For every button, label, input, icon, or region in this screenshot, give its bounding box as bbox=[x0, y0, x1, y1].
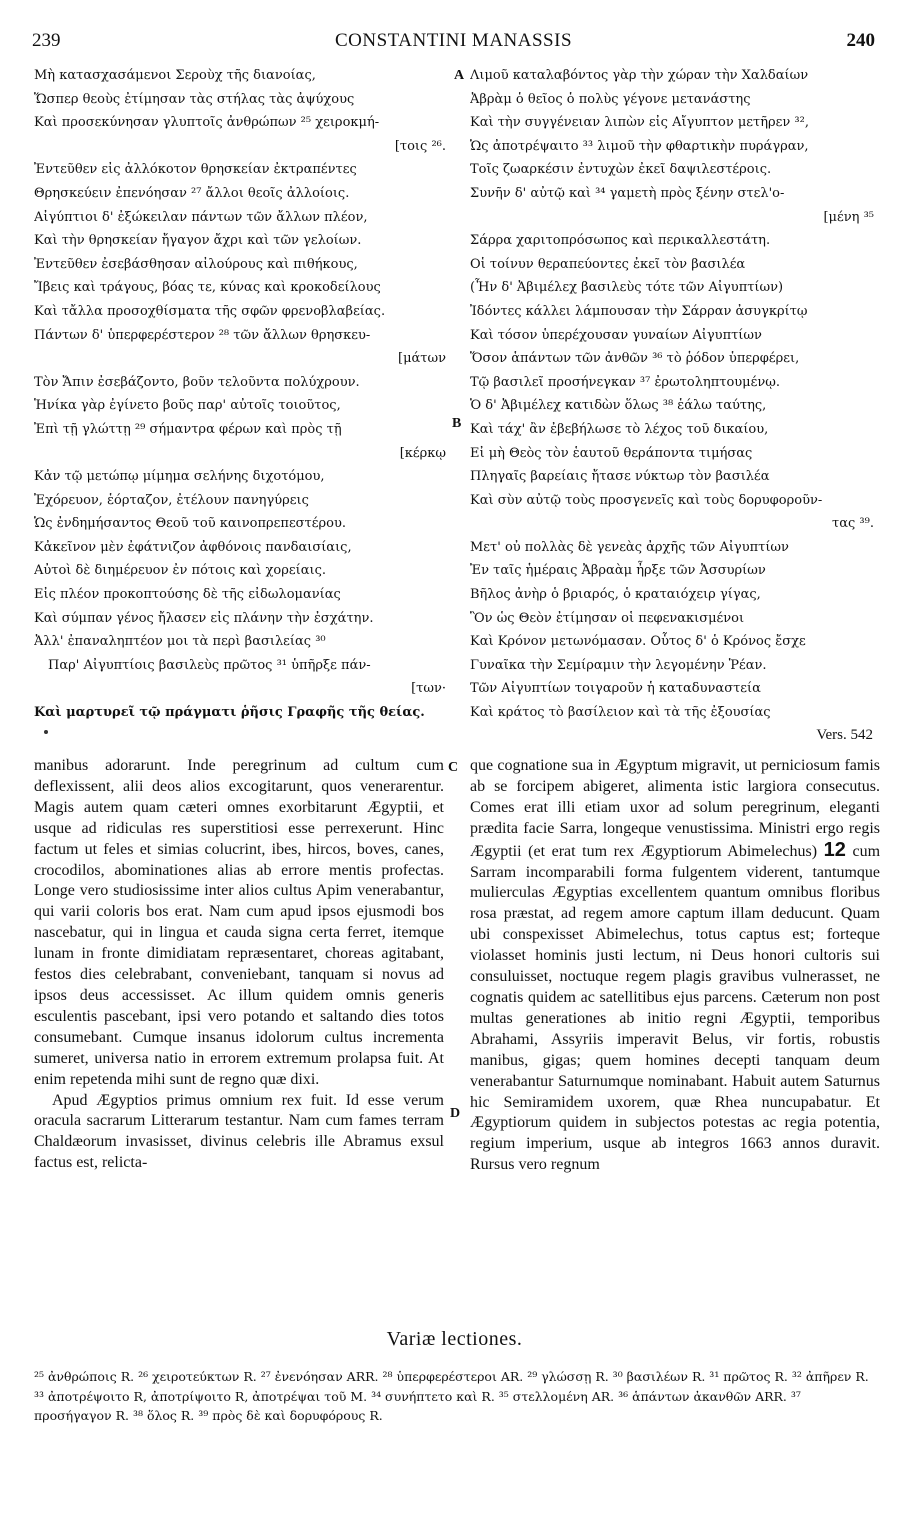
greek-verse-line: Πάντων δ' ὑπερφερέστερον ²⁸ τῶν ἄλλων θρησκευ- bbox=[34, 327, 371, 343]
greek-verse-line: Τοῖς ζωαρκέσιν ἐντυχὼν ἐκεῖ δαψιλεστέροις. bbox=[470, 162, 772, 178]
greek-verse-column-right bbox=[470, 64, 880, 725]
greek-verse-line: Ὅσον ἁπάντων τῶν ἀνθῶν ³⁶ τὸ ῥόδον ὑπερφέρει, bbox=[470, 351, 800, 367]
page-number-right: 240 bbox=[846, 30, 875, 51]
greek-verse-line: Καὶ Κρόνον μετωνόμασαν. Οὗτος δ' ὁ Κρόνος ἔσχε bbox=[470, 634, 806, 650]
latin-paragraph bbox=[470, 756, 880, 1176]
greek-verse-line: Ὡς ἀποτρέψαιτο ³³ λιμοῦ τὴν φθαρτικὴν πυράγραν, bbox=[470, 138, 809, 154]
greek-verse-line: Γυναῖκα τὴν Σεμίραμιν τὴν λεγομένην Ῥέαν. bbox=[470, 657, 767, 673]
greek-verse-line: Καὶ τάχ' ἂν ἐβεβήλωσε τὸ λέχος τοῦ δικαίου, bbox=[470, 421, 769, 437]
latin-paragraph: Apud Ægyptios primus omnium rex fuit. Id esse verum oracula sacrarum Litterarum testantur. Nam cum fames terram Chaldæorum invasisset, divinus celebris ille Abramus exsul factus est, relicta- bbox=[34, 1091, 444, 1172]
greek-verse-line: Ὥσπερ θεοὺς ἐτίμησαν τὰς στήλας τὰς ἀψύχους bbox=[34, 91, 355, 107]
latin-translation-column-right bbox=[470, 756, 880, 1176]
greek-verse-line: Σάρρα χαριτοπρόσωπος καὶ περικαλλεστάτη. bbox=[470, 233, 771, 249]
greek-verse-line: Ὁ δ' Ἀβιμέλεχ κατιδὼν ὅλως ³⁸ ἑάλω ταύτης, bbox=[470, 398, 767, 414]
greek-verse-line: Οἱ τοίνυν θεραπεύοντες ἐκεῖ τὸν βασιλέα bbox=[470, 256, 746, 272]
greek-verse-line: Τὸν Ἄπιν ἐσεβάζοντο, βοῦν τελοῦντα πολύχρουν. bbox=[34, 374, 360, 390]
variae-lectiones-notes: ²⁵ ἀνθρώποις R. ²⁶ χειροτεύκτων R. ²⁷ ἐνενόησαν ARR. ²⁸ ὑπερφερέστεροι AR. ²⁹ γλώσσῃ R. ³⁰ βασιλέων R. ³¹ πρῶτος R. ³² ἀπῆρεν R. ³³ ἀποτρέψοιτο R, ἀποτρίψοιτο R, ἀποτρέψαι τοῦ M. ³⁴ συνήπτετο καὶ R. ³⁵ στελλομένη AR. ³⁶ ἁπάντων ἀκανθῶν ARR. ³⁷ προσήγαγον R. ³⁸ ὅλος R. ³⁹ πρὸς δὲ καὶ δορυφόρους R. bbox=[34, 1369, 869, 1423]
greek-verse-line: Αὐτοὶ δὲ διημέρευον ἐν πότοις καὶ χορείαις. bbox=[34, 563, 327, 579]
verse-marker: Vers. 542 bbox=[816, 727, 873, 743]
greek-verse-line: Ἀλλ' ἐπαναληπτέον μοι τὰ περὶ βασιλείας ³⁰ bbox=[34, 634, 326, 650]
margin-letter-a: A bbox=[454, 68, 465, 83]
greek-verse-line: Κἀκεῖνον μὲν ἐφάτνιζον ἀφθόνοις πανδαισίαις, bbox=[34, 539, 352, 555]
greek-verse-continuation: [κέρκῳ bbox=[399, 445, 446, 461]
greek-verse-line: Αἰγύπτιοι δ' ἐξώκειλαν πάντων τῶν ἄλλων πλέον, bbox=[34, 209, 368, 225]
bullet-mark bbox=[44, 730, 48, 734]
greek-verse-line: Καὶ σὺν αὐτῷ τοὺς προσγενεῖς καὶ τοὺς δορυφοροῦν- bbox=[470, 492, 823, 508]
column-number: 12 bbox=[823, 838, 846, 861]
greek-verse-line: Βῆλος ἀνὴρ ὁ βριαρός, ὁ κραταιόχειρ γίγας, bbox=[470, 587, 761, 603]
page-number-left: 239 bbox=[32, 30, 61, 51]
greek-verse-continuation: [μένη ³⁵ bbox=[823, 209, 874, 225]
greek-verse-line: Καὶ προσεκύνησαν γλυπτοῖς ἀνθρώπων ²⁵ χειροκμή- bbox=[34, 115, 380, 131]
greek-verse-line: Μὴ κατασχασάμενοι Σεροὺχ τῆς διανοίας, bbox=[34, 68, 316, 83]
greek-verse-line: Ἀβρὰμ ὁ θεῖος ὁ πολὺς γέγονε μετανάστης bbox=[470, 91, 751, 107]
latin-text: cum Sarram incomparabili forma fulgentem viderent, tantumque mulierculas Ægyptias excellentem quantum omnibus floribus rosa præstat, ad regem amore captum illam deducunt. Quam ubi conspexisset Abimelechus, totus captus est; forteque violasset hominis justi lectum, ni Deus honori cultoris sui consuluisset, noctuque regem plagis gravibus vulnerasset, ne cognatis quidem ac satellitibus ejus parcens. Cæterum non post multas generationes ab initio regni Ægyptii, temporibus Abrahami, Assyriis imperavit Belus, vir fortis, robustis manibus, gigas; quem homines decepti tanquam deum venerabantur Saturnumque nominabant. Habuit autem Saturnus hic Semiramidem uxorem, quæ Rhea nuncupabatur. Et Ægyptiorum quidem in subjectos potestas ac regia potentia, regium imperium, usque ab integros 1663 annos duravit. Rursus vero regnum bbox=[470, 842, 881, 1174]
greek-verse-line: Τῷ βασιλεῖ προσήνεγκαν ³⁷ ἐρωτοληπτουμένῳ. bbox=[470, 374, 781, 390]
greek-verse-continuation: [μάτων bbox=[398, 351, 446, 367]
greek-verse-line: Ὡς ἐνδημήσαντος Θεοῦ τοῦ καινοπρεπεστέρου. bbox=[34, 516, 346, 532]
greek-verse-line: Μετ' οὐ πολλὰς δὲ γενεὰς ἀρχῆς τῶν Αἰγυπτίων bbox=[470, 539, 789, 555]
margin-letter-b: B bbox=[452, 416, 462, 431]
greek-verse-line: Καὶ τὴν θρησκείαν ἤγαγον ἄχρι καὶ τῶν γελοίων. bbox=[34, 233, 362, 249]
greek-verse-line: Ἐχόρευον, ἑόρταζον, ἐτέλουν πανηγύρεις bbox=[34, 492, 309, 508]
greek-verse-continuation: [τοις ²⁶. bbox=[394, 138, 446, 154]
greek-verse-line: Λιμοῦ καταλαβόντος γὰρ τὴν χώραν τὴν Χαλδαίων bbox=[470, 68, 809, 83]
greek-verse-line: Καὶ τὴν συγγένειαν λιπὼν εἰς Αἴγυπτον μετῆρεν ³², bbox=[470, 115, 809, 131]
greek-verse-line: Ἰδόντες κάλλει λάμπουσαν τὴν Σάρραν ἀσυγκρίτῳ bbox=[470, 303, 808, 319]
greek-verse-line: Καὶ κράτος τὸ βασίλειον καὶ τὰ τῆς ἐξουσίας bbox=[470, 705, 771, 721]
greek-verse-line: Καὶ τόσον ὑπερέχουσαν γυναίων Αἰγυπτίων bbox=[470, 327, 762, 343]
greek-verse-column-left bbox=[34, 64, 452, 725]
greek-verse-line: Ἐν ταῖς ἡμέραις Ἀβραὰμ ἦρξε τῶν Ἀσσυρίων bbox=[470, 563, 766, 579]
greek-verse-line: Ἐντεῦθεν εἰς ἀλλόκοτον θρησκείαν ἐκτραπέντες bbox=[34, 162, 357, 178]
greek-verse-line: Καὶ σύμπαν γένος ἤλασεν εἰς πλάνην τὴν ἐσχάτην. bbox=[34, 610, 374, 626]
latin-translation-column-left bbox=[34, 756, 444, 1174]
greek-verse-line: Ἐπὶ τῇ γλώττῃ ²⁹ σήμαντρα φέρων καὶ πρὸς τῇ bbox=[34, 421, 342, 437]
latin-text: que cognatione sua in Ægyptum migravit, ut perniciosum famis ab se forcipem abigeret, alimenta istic largiora consecutus. Comes erat illi etiam uxor ad solum peregrinum, eleganti prædita facie Sarra, longeque venustissima. Ministri ergo regis Ægyptii (et erat tum rex Ægyptiorum Abimelechus) bbox=[470, 757, 880, 860]
greek-verse-line: Καὶ μαρτυρεῖ τῷ πράγματι ῥῆσις Γραφῆς τῆς θείας. bbox=[34, 705, 425, 721]
margin-letter-d: D bbox=[450, 1106, 461, 1121]
greek-verse-line: Πληγαῖς βαρείαις ἤτασε νύκτωρ τὸν βασιλέα bbox=[470, 469, 770, 485]
margin-letter-c: C bbox=[448, 760, 459, 775]
greek-verse-continuation: τας ³⁹. bbox=[832, 516, 874, 532]
greek-verse-line: Παρ' Αἰγυπτίοις βασιλεὺς πρῶτος ³¹ ὑπῆρξε πάν- bbox=[48, 657, 371, 673]
greek-verse-line: Κἀν τῷ μετώπῳ μίμημα σελήνης διχοτόμου, bbox=[34, 469, 325, 485]
greek-verse-line: Θρησκεύειν ἐπενόησαν ²⁷ ἄλλοι θεοῖς ἀλλοίοις. bbox=[34, 185, 350, 201]
greek-verse-line: Εἰς πλέον προκοπτούσης δὲ τῆς εἰδωλομανίας bbox=[34, 587, 341, 603]
greek-verse-line: Τῶν Αἰγυπτίων τοιγαροῦν ἡ καταδυναστεία bbox=[470, 681, 761, 697]
greek-verse-continuation: [των· bbox=[411, 681, 446, 697]
greek-verse-line: Καὶ τἄλλα προσοχθίσματα τῆς σφῶν φρενοβλαβείας. bbox=[34, 303, 386, 319]
greek-verse-line: Ὃν ὡς Θεὸν ἐτίμησαν οἱ πεφενακισμένοι bbox=[470, 610, 745, 626]
latin-paragraph: manibus adorarunt. Inde peregrinum ad cultum cum deflexissent, alii deos alios excogitarunt, quos venerarentur. Magis autem quam cæteri omnes exorbitarunt Ægyptii, et usque ad ridiculas res superstitiosi esse perrexerunt. Hinc factum ut feles et simias colucrint, ibes, hircos, boves, canes, crocodilos, abominationes alias ab errore mentis profectas. Longe vero studiosissime inter alios cultus Apim venerabantur, qui varii coloris bos erat. Nam cum apud ipsos ejusmodi bos nascebatur, qui in lingua et cauda signa certa ferret, itemque lunam in fronte dimidiatam repræsentaret, choreas agitabant, festos dies celebrabant, conveniebant, tanquam si novus ad ipsos deus accessisset. Ac illum quidem omnis generis esculentis pascebant, ipsi vero potando et saltando dies totos consumebant. Cumque insanus idolorum cultus incrementa sumeret, universa natio in errorem extremum prolapsa fuit. At enim repetenda mihi sunt de regno quæ dixi. bbox=[34, 757, 444, 1088]
greek-verse-line: (Ἦν δ' Ἀβιμέλεχ βασιλεὺς τότε τῶν Αἰγυπτίων) bbox=[470, 280, 784, 296]
greek-verse-line: Ἴβεις καὶ τράγους, βόας τε, κύνας καὶ κροκοδείλους bbox=[34, 280, 381, 296]
variae-lectiones-heading: Variæ lectiones. bbox=[386, 1328, 523, 1350]
running-header bbox=[32, 30, 875, 56]
greek-verse-line: Συνῆν δ' αὐτῷ καὶ ³⁴ γαμετὴ πρὸς ξένην στελ'ο- bbox=[470, 185, 785, 201]
greek-verse-line: Ἡνίκα γὰρ ἐγίνετο βοῦς παρ' αὐτοῖς τοιοῦτος, bbox=[34, 398, 341, 414]
greek-verse-line: Ἐντεῦθεν ἐσεβάσθησαν αἰλούρους καὶ πιθήκους, bbox=[34, 256, 358, 272]
running-title: CONSTANTINI MANASSIS bbox=[334, 30, 573, 51]
greek-verse-line: Εἰ μὴ Θεὸς τὸν ἑαυτοῦ θεράποντα τιμήσας bbox=[470, 445, 753, 461]
